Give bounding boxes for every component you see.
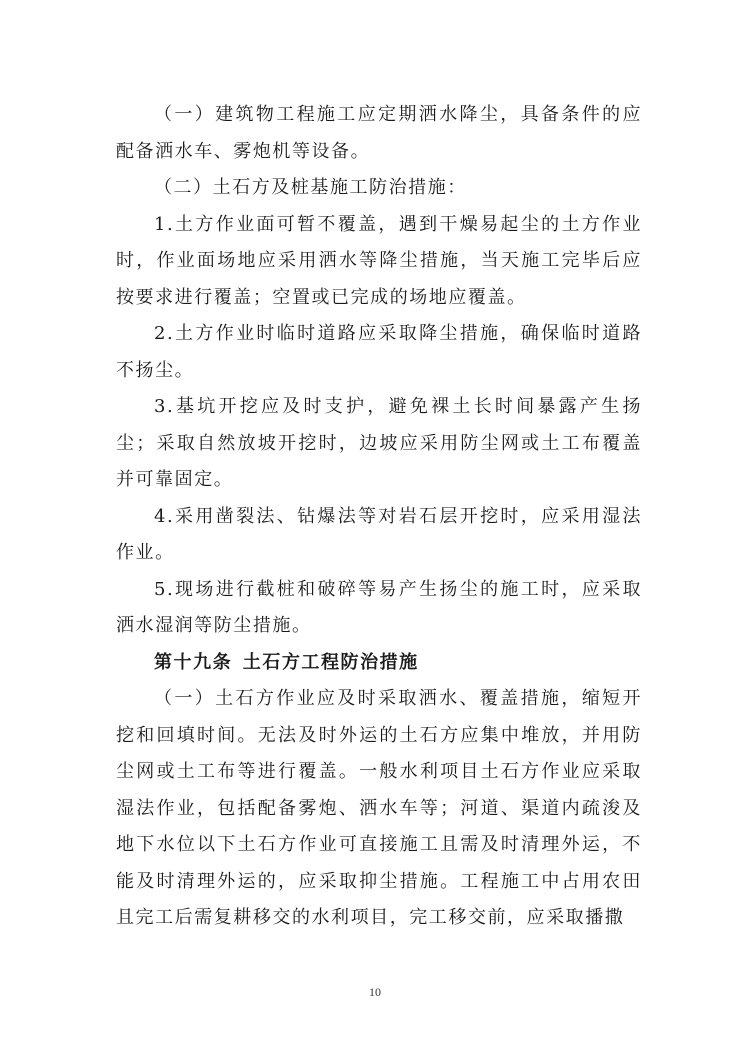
paragraph-4: 2.土方作业时临时道路应采取降尘措施，确保临时道路不扬尘。 xyxy=(116,323,642,381)
page-number: 10 xyxy=(369,985,381,999)
paragraph-5: 3.基坑开挖应及时支护，避免裸土长时间暴露产生扬尘；采取自然放坡开挖时，边坡应采用防尘网或土工布覆盖并可靠固定。 xyxy=(116,396,642,490)
article-heading xyxy=(116,645,642,682)
paragraph-6: 4.采用凿裂法、钻爆法等对岩石层开挖时，应采用湿法作业。 xyxy=(116,505,642,563)
document-body xyxy=(116,97,642,937)
paragraph-9: （一）土石方作业应及时采取洒水、覆盖措施，缩短开挖和回填时间。无法及时外运的土石方应集中堆放，并用防尘网或土工布等进行覆盖。一般水利项目土石方作业应采取湿法作业，包括配备雾炮、洒水车等；河道、渠道内疏浚及地下水位以下土石方作业可直接施工且需及时清理外运，不能及时清理外运的，应采取抑尘措施。工程施工中占用农田且完工后需复耕移交的水利项目，完工移交前，应采取播撒 xyxy=(116,688,642,928)
paragraph-7: 5.现场进行截桩和破碎等易产生扬尘的施工时，应采取洒水湿润等防尘措施。 xyxy=(116,578,642,636)
article-number: 第十九条 xyxy=(154,651,233,673)
paragraph-3: 1.土方作业面可暂不覆盖，遇到干燥易起尘的土方作业时，作业面场地应采用洒水等降尘措施，当天施工完毕后应按要求进行覆盖；空置或已完成的场地应覆盖。 xyxy=(116,213,642,308)
paragraph-1: （一）建筑物工程施工应定期洒水降尘，具备条件的应配备洒水车、雾炮机等设备。 xyxy=(116,104,642,162)
article-title: 土石方工程防治措施 xyxy=(242,651,419,673)
paragraph-2: （二）土石方及桩基施工防治措施： xyxy=(154,177,467,198)
